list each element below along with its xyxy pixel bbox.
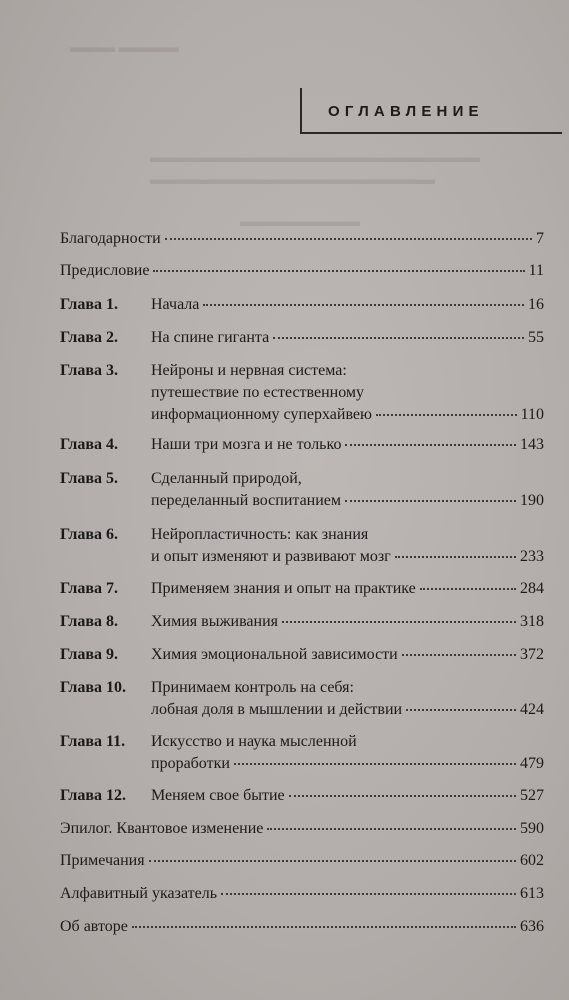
dot-leader <box>289 791 516 797</box>
toc-line <box>151 294 544 316</box>
page-number: 233 <box>520 548 544 565</box>
entry-title: Химия эмоциональной зависимости <box>151 646 398 663</box>
chapter-label: Глава 10. <box>60 679 126 696</box>
toc-entry <box>60 260 544 282</box>
toc-line <box>151 611 544 633</box>
toc-line <box>151 644 544 666</box>
chapter-label: Глава 11. <box>60 733 126 750</box>
toc-entry <box>60 731 544 775</box>
chapter-label: Глава 7. <box>60 580 118 597</box>
page-number: 590 <box>520 820 544 837</box>
dot-leader <box>395 552 516 558</box>
toc-line <box>151 546 544 568</box>
entry-title: Нейропластичность: как знания <box>151 526 369 543</box>
toc-line <box>151 578 544 600</box>
entry-title: и опыт изменяют и развивают мозг <box>151 548 391 565</box>
dot-leader <box>376 410 517 416</box>
page-number: 7 <box>536 230 544 247</box>
toc-entry <box>60 818 544 840</box>
dot-leader <box>132 922 516 928</box>
toc-line <box>151 731 544 753</box>
toc-line <box>151 753 544 775</box>
toc-entry <box>60 468 544 512</box>
toc-entry <box>60 327 544 349</box>
toc-entry <box>60 916 544 938</box>
toc-line <box>151 434 544 456</box>
show-through-text: ▬▬▬▬▬▬▬▬ <box>240 214 360 230</box>
chapter-label: Глава 6. <box>60 526 118 543</box>
dot-leader <box>153 266 524 272</box>
page-number: 55 <box>528 329 544 346</box>
chapter-label: Глава 3. <box>60 362 118 379</box>
page-number: 613 <box>520 885 544 902</box>
dot-leader <box>420 584 516 590</box>
page-number: 527 <box>520 787 544 804</box>
toc-line <box>151 327 544 349</box>
entry-title: Химия выживания <box>151 613 279 630</box>
entry-title: Сделанный природой, <box>151 470 302 487</box>
dot-leader <box>165 234 532 240</box>
dot-leader <box>221 889 516 895</box>
chapter-label: Глава 9. <box>60 646 118 663</box>
chapter-label: Глава 1. <box>60 296 118 313</box>
entry-title: Об авторе <box>60 918 128 935</box>
entry-title: информационному суперхайвею <box>151 406 372 423</box>
toc-line <box>151 360 544 382</box>
toc-line <box>151 382 544 404</box>
entry-title: Предисловие <box>60 262 150 279</box>
show-through-text: ▬▬▬▬▬▬▬▬▬▬▬▬▬▬▬▬▬▬▬ <box>150 172 435 188</box>
show-through-text: ▬▬▬ ▬▬▬▬ <box>70 40 179 56</box>
entry-title: путешествие по естественному <box>151 384 365 401</box>
page-number: 284 <box>520 580 544 597</box>
dot-leader <box>267 824 516 830</box>
page-number: 318 <box>520 613 544 630</box>
entry-title: Применяем знания и опыт на практике <box>151 580 416 597</box>
toc-line <box>60 916 544 938</box>
page-number: 424 <box>520 701 544 718</box>
toc-entry <box>60 611 544 633</box>
page-number: 636 <box>520 918 544 935</box>
entry-title: лобная доля в мышлении и действии <box>151 701 403 718</box>
dot-leader <box>345 496 516 502</box>
toc-entry <box>60 578 544 600</box>
dot-leader <box>402 650 516 656</box>
toc-line <box>60 228 544 250</box>
toc-line <box>151 677 544 699</box>
entry-title: Меняем свое бытие <box>151 787 285 804</box>
entry-title: Эпилог. Квантовое изменение <box>60 820 264 837</box>
entry-title: проработки <box>151 755 230 772</box>
toc-line <box>60 883 544 905</box>
page-number: 16 <box>528 296 544 313</box>
page-title: ОГЛАВЛЕНИЕ <box>328 103 484 120</box>
dot-leader <box>234 759 516 765</box>
dot-leader <box>203 300 524 306</box>
chapter-label: Глава 2. <box>60 329 118 346</box>
page-number: 190 <box>520 492 544 509</box>
toc-entry <box>60 294 544 316</box>
toc-line <box>151 404 544 426</box>
toc-line <box>60 850 544 872</box>
show-through-text: ▬▬▬▬▬▬▬▬▬▬▬▬▬▬▬▬▬▬▬▬▬▬ <box>150 150 480 166</box>
entry-title: Наши три мозга и не только <box>151 436 342 453</box>
chapter-label: Глава 5. <box>60 470 118 487</box>
toc-entry <box>60 883 544 905</box>
entry-title: переделанный воспитанием <box>151 492 342 509</box>
entry-title: Начала <box>151 296 200 313</box>
toc-entry <box>60 434 544 456</box>
entry-title: Примечания <box>60 852 145 869</box>
toc-entry <box>60 785 544 807</box>
toc-entry <box>60 677 544 721</box>
toc-entry <box>60 228 544 250</box>
page-number: 602 <box>520 852 544 869</box>
toc-line <box>151 468 544 490</box>
entry-title: На спине гиганта <box>151 329 270 346</box>
toc-line <box>151 785 544 807</box>
page-number: 143 <box>520 436 544 453</box>
header-horizontal-rule <box>300 132 562 134</box>
entry-title: Алфавитный указатель <box>60 885 218 902</box>
toc-line <box>151 699 544 721</box>
page-number: 11 <box>528 262 544 279</box>
chapter-label: Глава 8. <box>60 613 118 630</box>
dot-leader <box>149 856 516 862</box>
toc-line <box>151 524 544 546</box>
toc-entry <box>60 850 544 872</box>
dot-leader <box>345 440 516 446</box>
toc-entry <box>60 360 544 426</box>
page-number: 110 <box>520 406 544 423</box>
toc-line <box>60 818 544 840</box>
dot-leader <box>273 333 524 339</box>
toc-line <box>60 260 544 282</box>
entry-title: Искусство и наука мысленной <box>151 733 357 750</box>
dot-leader <box>282 617 516 623</box>
entry-title: Принимаем контроль на себя: <box>151 679 354 696</box>
page-number: 372 <box>520 646 544 663</box>
chapter-label: Глава 12. <box>60 787 126 804</box>
toc-entry <box>60 644 544 666</box>
toc-line <box>151 490 544 512</box>
toc-entry <box>60 524 544 568</box>
entry-title: Нейроны и нервная система: <box>151 362 347 379</box>
page-number: 479 <box>520 755 544 772</box>
entry-title: Благодарности <box>60 230 161 247</box>
dot-leader <box>406 705 516 711</box>
chapter-label: Глава 4. <box>60 436 118 453</box>
header-vertical-rule <box>300 88 302 134</box>
